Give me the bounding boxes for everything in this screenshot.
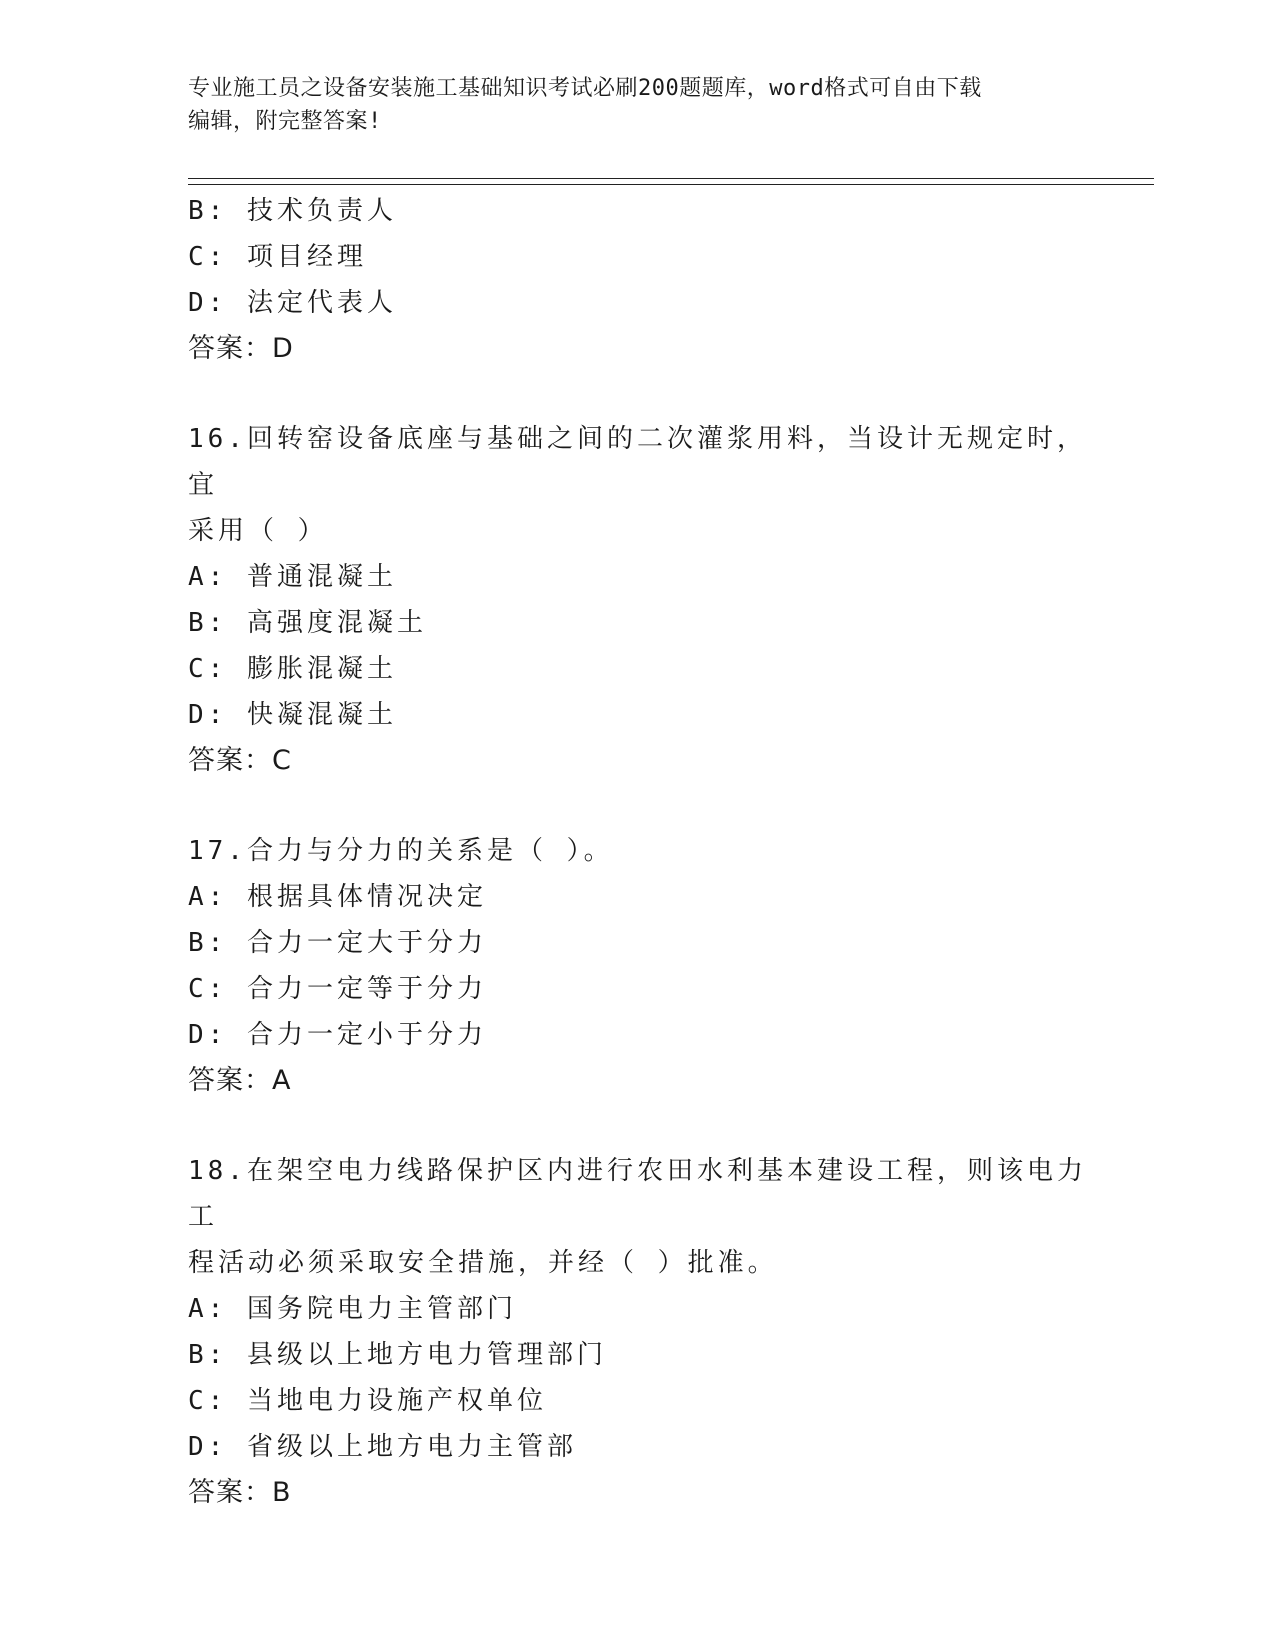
option-b: B: 技术负责人	[188, 196, 397, 226]
answer: 答案：C	[188, 745, 292, 776]
spacer	[188, 1104, 1088, 1148]
option-c: C: 项目经理	[188, 242, 367, 272]
option-b: B: 县级以上地方电力管理部门	[188, 1340, 607, 1370]
option-d: D: 快凝混凝土	[188, 700, 397, 730]
header-line-2: 编辑，附完整答案!	[188, 109, 382, 134]
question-18	[188, 1148, 1088, 1516]
question-stem-line-2: 采用（ ）	[188, 516, 328, 546]
option-b: B: 合力一定大于分力	[188, 928, 487, 958]
question-16	[188, 416, 1088, 784]
option-a: A: 普通混凝土	[188, 562, 397, 592]
page-header	[188, 72, 1068, 138]
question-stem-line-1: 18.在架空电力线路保护区内进行农田水利基本建设工程，则该电力工	[188, 1156, 1087, 1232]
question-15	[188, 188, 1088, 372]
question-17	[188, 828, 1088, 1104]
header-divider	[188, 178, 1154, 185]
question-stem-line-1: 16.回转窑设备底座与基础之间的二次灌浆用料，当设计无规定时，宜	[188, 424, 1087, 500]
option-a: A: 国务院电力主管部门	[188, 1294, 517, 1324]
option-d: D: 法定代表人	[188, 288, 397, 318]
spacer	[188, 784, 1088, 828]
option-c: C: 膨胀混凝土	[188, 654, 397, 684]
option-d: D: 合力一定小于分力	[188, 1020, 487, 1050]
answer: 答案：B	[188, 1477, 292, 1508]
question-stem	[188, 1148, 1088, 1286]
option-b: B: 高强度混凝土	[188, 608, 427, 638]
answer: 答案：D	[188, 333, 294, 364]
option-c: C: 合力一定等于分力	[188, 974, 487, 1004]
question-list	[188, 188, 1088, 1516]
option-d: D: 省级以上地方电力主管部	[188, 1432, 577, 1462]
answer: 答案：A	[188, 1065, 292, 1096]
question-stem-line-2: 程活动必须采取安全措施，并经（ ）批准。	[188, 1248, 778, 1278]
question-stem-line-1: 17.合力与分力的关系是（ ）。	[188, 836, 614, 866]
option-a: A: 根据具体情况决定	[188, 882, 487, 912]
header-line-1: 专业施工员之设备安装施工基础知识考试必刷200题题库，word格式可自由下载	[188, 76, 982, 101]
question-stem	[188, 828, 1088, 874]
question-stem	[188, 416, 1088, 554]
option-c: C: 当地电力设施产权单位	[188, 1386, 547, 1416]
spacer	[188, 372, 1088, 416]
